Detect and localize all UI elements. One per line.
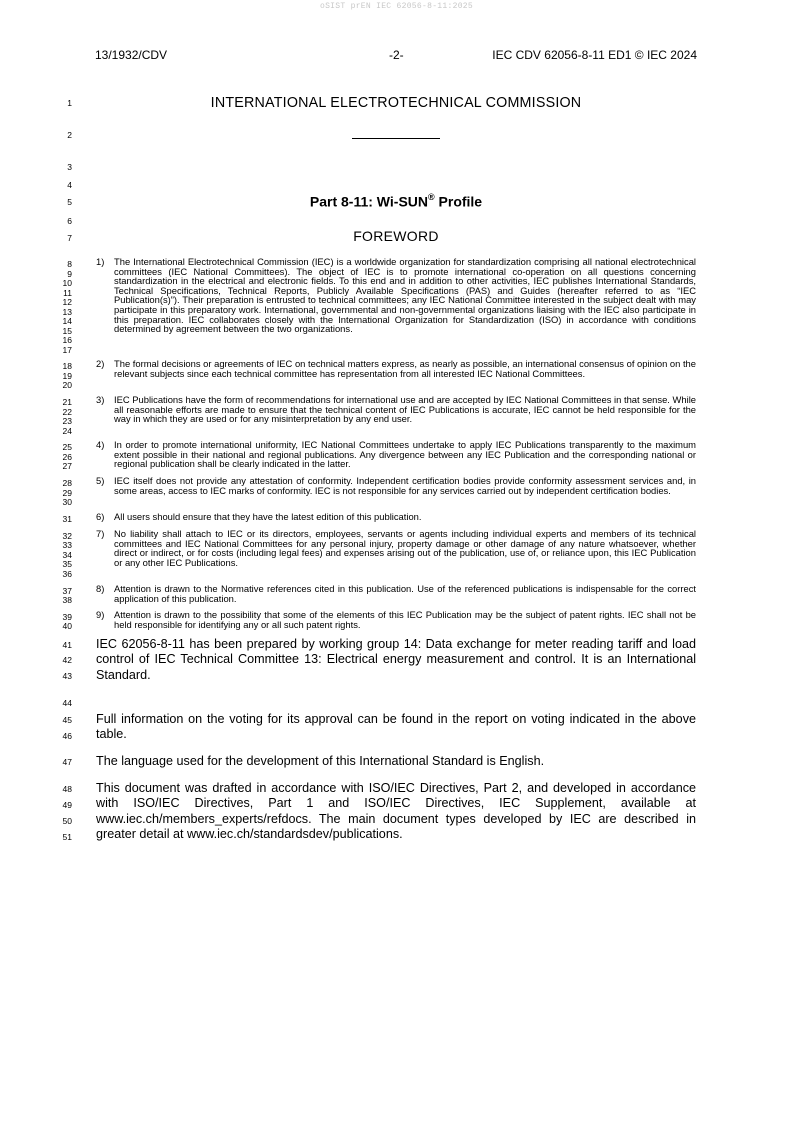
foreword-item-text: IEC Publications have the form of recommendations for international use and are accepted by IEC National Committees in that sense. While all reasonable efforts are made to ensure that the technical content of IEC Publications is accurate, IEC cannot be held responsible for the way in which they are used or for any misinterpretation by any end user.	[114, 394, 696, 425]
foreword-item-number: 3)	[96, 394, 105, 405]
foreword-item-text: No liability shall attach to IEC or its directors, employees, servants or agents including individual experts and members of its technical committees and IEC National Committees for any personal injury, property damage or other damage of any nature whatsoever, whether direct or indirect, or for costs (including legal fees) and expenses arising out of the publication, use of, or reliance upon, this IEC Publication or any other IEC Publications.	[114, 528, 696, 568]
line-number: 22	[62, 407, 72, 417]
foreword-item-number: 6)	[96, 511, 105, 522]
foreword-item-text: In order to promote international uniformity, IEC National Committees undertake to apply IEC Publications transparently to the maximum extent possible in their national and regional publications. Any divergence between any IEC Publication and the corresponding national or regional publication shall be clearly indicated in the latter.	[114, 439, 696, 470]
line-number: 41	[62, 640, 72, 650]
line-number: 47	[62, 757, 72, 767]
foreword-item-text: The International Electrotechnical Commission (IEC) is a worldwide organization for standardization comprising all national electrotechnical committees (IEC National Committees). The object of IEC is to promote international co-operation on all questions concerning standardization in the electrical and electronic fields. To this end and in addition to other activities, IEC publishes International Standards, Technical Specifications, Technical Reports, Publicly Available Specifications (PAS) and Guides (hereafter referred to as “IEC Publication(s)”). Their preparation is entrusted to technical committees; any IEC National Committee interested in the subject dealt with may participate in this preparatory work. International, governmental and non-governmental organizations liaising with the IEC also participate in this preparation. IEC collaborates closely with the International Organization for Standardization (ISO) in accordance with conditions determined by agreement between the two organizations.	[114, 256, 696, 335]
line-number: 49	[62, 800, 72, 810]
line-number: 18	[62, 361, 72, 371]
line-number: 33	[62, 540, 72, 550]
header-page-number: -2-	[389, 48, 404, 62]
foreword-item-number: 1)	[96, 256, 105, 267]
line-number: 34	[62, 550, 72, 560]
line-number: 45	[62, 715, 72, 725]
body-paragraph: This document was drafted in accordance with ISO/IEC Directives, Part 2, and developed in accordance with ISO/IEC Directives, Part 1 and ISO/IEC Directives, IEC Supplement, available at www.iec.ch/members_experts/refdocs. The main document types developed by IEC are described in greater detail at www.iec.ch/standardsdev/publications.	[96, 781, 696, 842]
line-number: 43	[62, 671, 72, 681]
line-number: 30	[62, 497, 72, 507]
foreword-item-number: 9)	[96, 609, 105, 620]
line-number: 15	[62, 326, 72, 336]
body-paragraph: IEC 62056-8-11 has been prepared by working group 14: Data exchange for meter reading tariff and load control of IEC Technical Committee 13: Electrical energy measurement and control. It is an International Standard.	[96, 637, 696, 682]
line-number: 40	[62, 621, 72, 631]
line-number: 8	[67, 259, 72, 269]
part-title-text: Part 8-11: Wi-SUN	[309, 193, 428, 210]
line-number: 11	[63, 288, 72, 298]
line-number: 17	[62, 345, 72, 355]
body-paragraph: The language used for the development of this International Standard is English.	[96, 754, 545, 768]
foreword-item-text: The formal decisions or agreements of IEC on technical matters express, as nearly as possible, an international consensus of opinion on the relevant subjects since each technical committee has representation from all interested IEC National Committees.	[114, 358, 696, 379]
line-number: 20	[62, 380, 72, 390]
part-title	[96, 193, 696, 210]
header-doc-ref: 13/1932/CDV	[95, 48, 168, 62]
document-watermark: oSIST prEN IEC 62056-8-11:2025	[319, 2, 474, 11]
line-number: 3	[67, 162, 72, 172]
line-number: 50	[62, 816, 72, 826]
line-number: 7	[67, 233, 72, 243]
foreword-item-text: Attention is drawn to the Normative references cited in this publication. Use of the referenced publications is indispensable for the correct application of this publication.	[114, 583, 696, 604]
part-title-suffix: Profile	[434, 193, 483, 210]
line-number: 9	[67, 269, 72, 279]
line-number: 1	[67, 98, 72, 108]
body-paragraph: Full information on the voting for its approval can be found in the report on voting indicated in the above table.	[96, 712, 696, 742]
registered-mark: ®	[428, 192, 435, 202]
foreword-item-number: 8)	[96, 583, 105, 594]
line-number: 13	[62, 307, 72, 317]
line-number: 29	[62, 488, 72, 498]
line-number: 38	[62, 595, 72, 605]
line-number: 2	[67, 130, 72, 140]
line-number: 32	[62, 531, 72, 541]
foreword-heading: FOREWORD	[353, 228, 439, 244]
line-number: 10	[62, 278, 72, 288]
foreword-item-text: IEC itself does not provide any attestation of conformity. Independent certification bodies provide conformity assessment services and, in some areas, access to IEC marks of conformity. IEC is not responsible for any services carried out by independent certification bodies.	[114, 475, 696, 496]
header-standard: IEC CDV 62056-8-11 ED1 © IEC 2024	[492, 48, 697, 62]
line-number: 28	[62, 478, 72, 488]
line-number: 6	[67, 216, 72, 226]
line-number: 12	[62, 297, 72, 307]
line-number: 46	[62, 731, 72, 741]
foreword-item-number: 2)	[96, 358, 105, 369]
foreword-item-text: Attention is drawn to the possibility that some of the elements of this IEC Publication may be the subject of patent rights. IEC shall not be held responsible for identifying any or all such patent rights.	[114, 609, 696, 630]
line-number: 16	[62, 335, 72, 345]
foreword-item-number: 5)	[96, 475, 105, 486]
line-number: 23	[62, 416, 72, 426]
line-number: 39	[62, 612, 72, 622]
line-number: 24	[62, 426, 72, 436]
line-number: 19	[62, 371, 72, 381]
line-number: 51	[62, 832, 72, 842]
line-number: 36	[62, 569, 72, 579]
organization-title: INTERNATIONAL ELECTROTECHNICAL COMMISSION	[210, 95, 582, 111]
foreword-item-number: 4)	[96, 439, 105, 450]
title-divider	[352, 138, 440, 139]
line-number: 42	[62, 655, 72, 665]
line-number: 25	[62, 442, 72, 452]
line-number: 31	[62, 514, 72, 524]
line-number: 27	[62, 461, 72, 471]
line-number: 26	[62, 452, 72, 462]
line-number: 14	[62, 316, 72, 326]
line-number: 5	[67, 197, 72, 207]
foreword-item-text: All users should ensure that they have the latest edition of this publication.	[114, 511, 422, 522]
line-number: 21	[62, 397, 72, 407]
line-number: 4	[67, 180, 72, 190]
foreword-item-number: 7)	[96, 528, 105, 539]
line-number: 37	[62, 586, 72, 596]
line-number: 35	[62, 559, 72, 569]
line-number: 48	[62, 784, 72, 794]
line-number: 44	[62, 698, 72, 708]
